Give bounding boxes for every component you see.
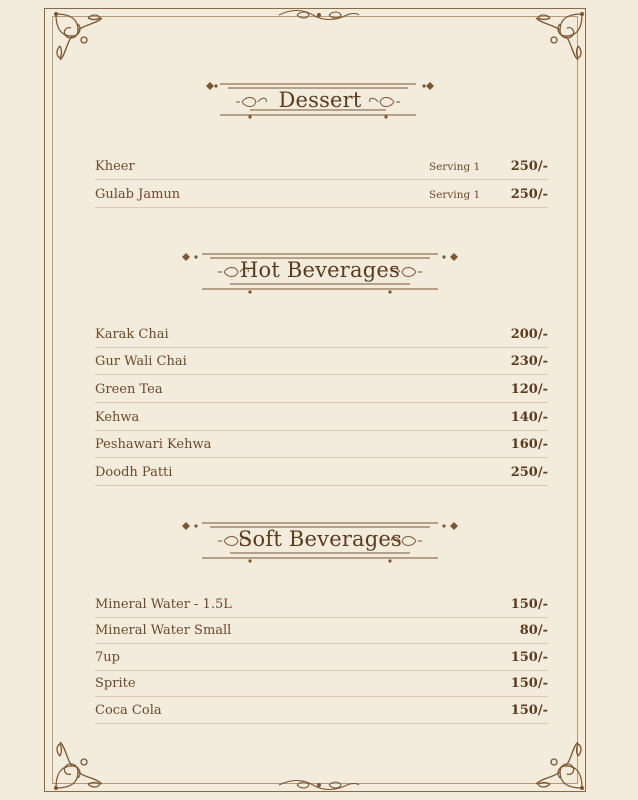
menu-item <box>95 435 548 458</box>
item-name: Green Tea <box>95 382 163 397</box>
menu-item <box>95 648 548 671</box>
menu-item <box>95 380 548 403</box>
item-name: Mineral Water - 1.5L <box>95 597 232 612</box>
item-name: 7up <box>95 650 120 665</box>
item-name: Gur Wali Chai <box>95 354 187 369</box>
item-price: 250/- <box>510 187 548 202</box>
menu-item <box>95 621 548 644</box>
menu-item <box>95 408 548 431</box>
section-title-text: Dessert <box>278 88 362 112</box>
corner-flourish-icon <box>52 734 110 792</box>
item-name: Kehwa <box>95 410 140 425</box>
corner-flourish-icon <box>528 734 586 792</box>
section-title-soft-beverages <box>180 513 460 573</box>
corner-flourish-icon <box>52 10 110 68</box>
item-name: Coca Cola <box>95 703 162 718</box>
item-price: 150/- <box>510 703 548 718</box>
item-price: 80/- <box>519 623 548 638</box>
section-title-text: Hot Beverages <box>239 258 401 282</box>
menu-item <box>95 157 548 180</box>
section-title-hot-beverages <box>180 244 460 304</box>
item-name: Peshawari Kehwa <box>95 437 212 452</box>
top-flourish-icon <box>277 8 361 22</box>
bottom-flourish-icon <box>277 778 361 792</box>
section-title-text: Soft Beverages <box>237 527 403 551</box>
corner-flourish-icon <box>528 10 586 68</box>
section-title-dessert <box>180 74 460 134</box>
item-name: Kheer <box>95 159 135 174</box>
item-name: Sprite <box>95 676 136 691</box>
item-name: Mineral Water Small <box>95 623 232 638</box>
menu-item <box>95 185 548 208</box>
item-price: 200/- <box>510 327 548 342</box>
menu-item <box>95 595 548 618</box>
item-price: 250/- <box>510 465 548 480</box>
item-price: 120/- <box>510 382 548 397</box>
item-price: 150/- <box>510 676 548 691</box>
menu-item <box>95 674 548 697</box>
item-serving: Serving 1 <box>429 189 481 201</box>
item-price: 160/- <box>510 437 548 452</box>
item-price: 150/- <box>510 597 548 612</box>
item-price: 250/- <box>510 159 548 174</box>
item-price: 140/- <box>510 410 548 425</box>
menu-item <box>95 325 548 348</box>
item-name: Doodh Patti <box>95 465 173 480</box>
menu-item <box>95 701 548 724</box>
item-price: 230/- <box>510 354 548 369</box>
menu-item <box>95 463 548 486</box>
item-price: 150/- <box>510 650 548 665</box>
item-serving: Serving 1 <box>429 161 481 173</box>
item-name: Gulab Jamun <box>95 187 181 202</box>
menu-item <box>95 352 548 375</box>
item-name: Karak Chai <box>95 327 169 342</box>
